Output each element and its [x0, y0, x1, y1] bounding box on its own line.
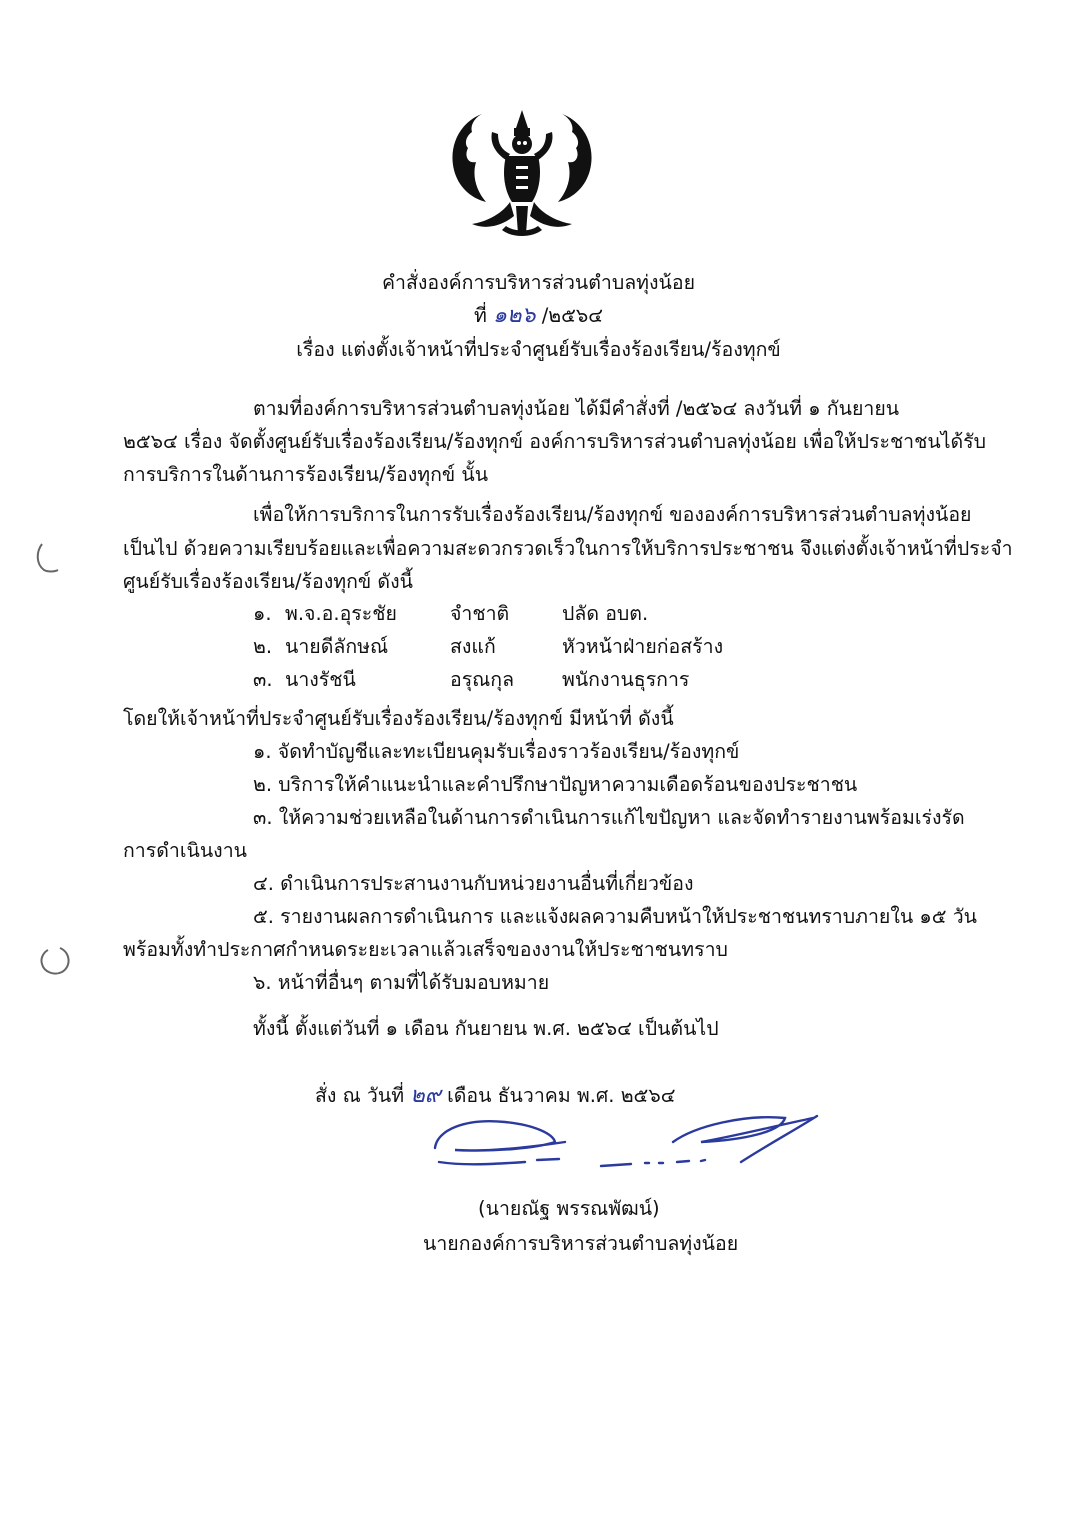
staff-last-name: จำชาติ: [450, 602, 510, 625]
staff-position: ปลัด อบต.: [562, 602, 649, 625]
duty-item-1: ๑. จัดทำบัญชีและทะเบียนคุมรับเรื่องราวร้องเรียน/ร้องทุกข์: [253, 740, 740, 763]
staff-first-name: นางรัชนี: [285, 668, 356, 691]
staff-number: ๒.: [253, 635, 273, 658]
order-date-rest: เดือน ธันวาคม พ.ศ. ๒๕๖๔: [447, 1084, 676, 1107]
duties-intro: โดยให้เจ้าหน้าที่ประจำศูนย์รับเรื่องร้องเรียน/ร้องทุกข์ มีหน้าที่ ดังนี้: [123, 707, 674, 730]
signer-name: (นายณัฐ พรรณพัฒน์): [478, 1197, 660, 1220]
duty-item-6: ๖. หน้าที่อื่นๆ ตามที่ได้รับมอบหมาย: [253, 971, 550, 994]
paragraph-2-line-1: เพื่อให้การบริการในการรับเรื่องร้องเรียน/ร้องทุกข์ ขององค์การบริหารส่วนตำบลทุ่งน้อย: [253, 503, 972, 526]
signer-title: นายกองค์การบริหารส่วนตำบลทุ่งน้อย: [423, 1232, 739, 1255]
staff-first-name: นายดีลักษณ์: [285, 635, 389, 658]
paragraph-1-line-1: ตามที่องค์การบริหารส่วนตำบลทุ่งน้อย ได้มีคำสั่งที่ /๒๕๖๔ ลงวันที่ ๑ กันยายน: [253, 397, 900, 420]
duty-item-2: ๒. บริการให้คำแนะนำและคำปรึกษาปัญหาความเดือดร้อนของประชาชน: [253, 773, 858, 796]
staff-position: หัวหน้าฝ่ายก่อสร้าง: [562, 635, 724, 658]
duty-item-5-continued: พร้อมทั้งทำประกาศกำหนดระยะเวลาแล้วเสร็จของงานให้ประชาชนทราบ: [123, 938, 728, 961]
staff-last-name: สงแก้: [450, 635, 496, 658]
effective-date: ทั้งนี้ ตั้งแต่วันที่ ๑ เดือน กันยายน พ.ศ. ๒๕๖๔ เป็นต้นไป: [253, 1017, 719, 1040]
paragraph-2-line-3: ศูนย์รับเรื่องร้องเรียน/ร้องทุกข์ ดังนี้: [123, 570, 413, 593]
staff-number: ๓.: [253, 668, 273, 691]
order-number: [0, 303, 1077, 329]
order-date-prefix: สั่ง ณ วันที่: [315, 1084, 405, 1107]
paragraph-1-line-3: การบริการในด้านการร้องเรียน/ร้องทุกข์ นั้น: [123, 463, 489, 486]
duty-item-5: ๕. รายงานผลการดำเนินการ และแจ้งผลความคืบหน้าให้ประชาชนทราบภายใน ๑๕ วัน: [253, 905, 978, 928]
order-number-handwritten: ๑๒๖: [493, 303, 536, 328]
punch-hole-mark-icon: [30, 540, 60, 576]
garuda-emblem-icon: [442, 102, 602, 244]
order-title: คำสั่งองค์การบริหารส่วนตำบลทุ่งน้อย: [381, 271, 696, 294]
order-subject: เรื่อง แต่งตั้งเจ้าหน้าที่ประจำศูนย์รับเรื่องร้องเรียน/ร้องทุกข์: [296, 338, 781, 361]
paragraph-2-line-2: เป็นไป ด้วยความเรียบร้อยและเพื่อความสะดวกรวดเร็วในการให้บริการประชาชน จึงแต่งตั้งเจ้าหน้าที่ประจำ: [123, 537, 1013, 560]
punch-hole-mark-icon: [36, 944, 76, 978]
order-date: [315, 1083, 675, 1109]
paragraph-1-line-2: ๒๕๖๔ เรื่อง จัดตั้งศูนย์รับเรื่องร้องเรียน/ร้องทุกข์ องค์การบริหารส่วนตำบลทุ่งน้อย เพื่อให้ประชาชนได้รับ: [123, 430, 987, 453]
staff-first-name: พ.จ.อ.อุระชัย: [285, 602, 397, 625]
order-number-prefix: ที่: [473, 304, 487, 327]
duty-item-3-continued: การดำเนินงาน: [123, 839, 247, 862]
staff-number: ๑.: [253, 602, 272, 625]
staff-position: พนักงานธุรการ: [562, 668, 690, 691]
order-number-year: /๒๕๖๔: [541, 304, 604, 327]
duty-item-4: ๔. ดำเนินการประสานงานกับหน่วยงานอื่นที่เกี่ยวข้อง: [253, 872, 694, 895]
order-day-handwritten: ๒๙: [410, 1083, 441, 1108]
staff-last-name: อรุณกุล: [450, 668, 515, 691]
handwritten-signature: [425, 1108, 825, 1178]
duty-item-3: ๓. ให้ความช่วยเหลือในด้านการดำเนินการแก้ไขปัญหา และจัดทำรายงานพร้อมเร่งรัด: [253, 806, 965, 829]
